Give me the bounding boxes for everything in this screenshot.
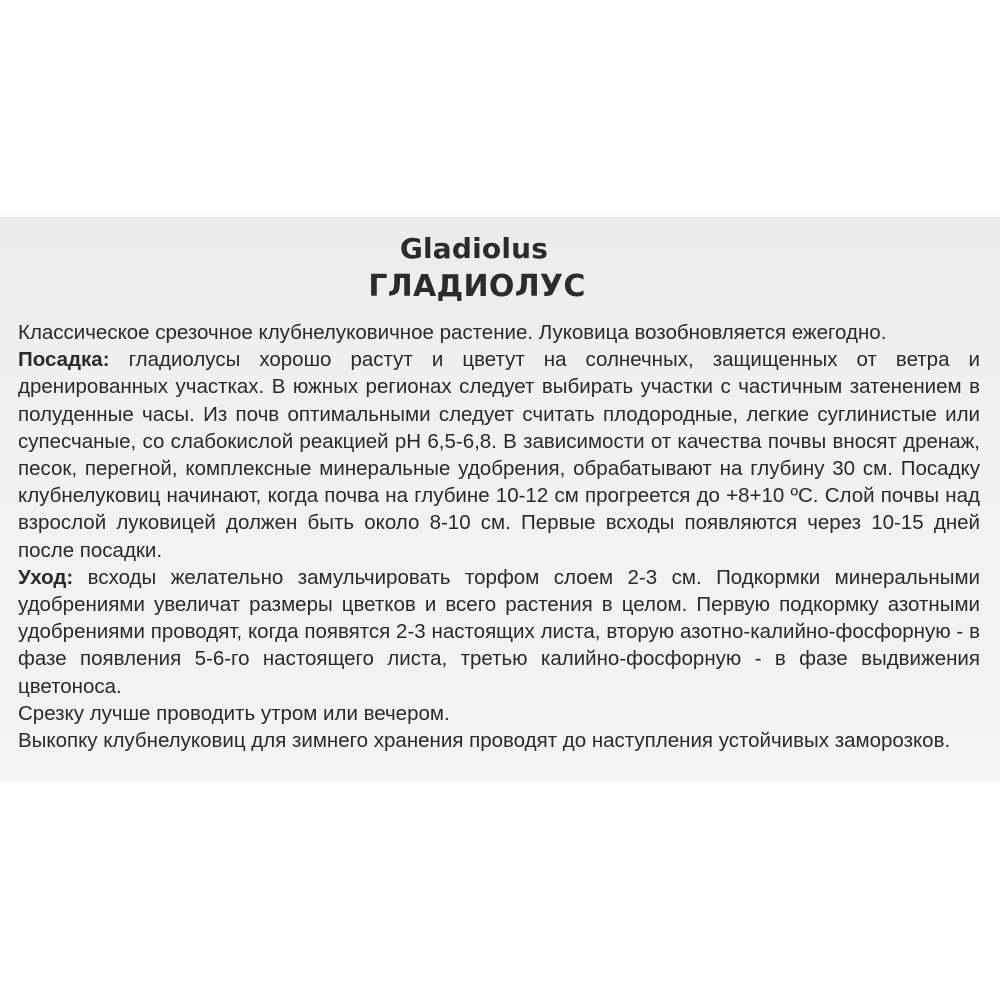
plant-label-card [0, 217, 1000, 781]
intro-paragraph: Классическое срезочное клубнелуковичное растение. Луковица возобновляется ежегодно. [18, 321, 887, 344]
planting-text: гладиолусы хорошо растут и цветут на солнечных, защищенных от ветра и дренированных участках. В южных регионах следует выбирать участки с частичным затенением в полуденные часы. Из почв оптимальными следует считать плодородные, легкие суглинистые или супесчаные, со слабокислой реакцией рН 6,5-6,8. В зависимости от качества почвы вносят дренаж, песок, перегной, комплексные минеральные удобрения, обрабатывают на глубину 30 см. Посадку клубнелуковиц начинают, когда почва на глубине 10-12 см прогреется до +8+10 ºС. Слой почвы над взрослой луковицей должен быть около 8-10 см. Первые всходы появляются через 10-15 дней после посадки. [18, 348, 980, 562]
care-text: всходы желательно замульчировать торфом слоем 2-3 см. Подкормки минеральными удобрениями увеличат размеры цветков и всего растения в целом. Первую подкормку азотными удобрениями проводят, когда появятся 2-3 настоящих листа, вторую азотно-калийно-фосфорную - в фазе появления 5-6-го настоящего листа, третью калийно-фосфорную - в фазе выдвижения цветоноса. [18, 565, 980, 698]
planting-paragraph [18, 346, 980, 564]
title-block [0, 231, 1000, 307]
care-heading: Уход: [18, 565, 74, 589]
title-russian: ГЛАДИОЛУС [368, 269, 586, 304]
description-text [18, 319, 980, 754]
title-latin: Gladiolus [399, 232, 549, 265]
planting-heading: Посадка: [18, 348, 110, 372]
care-paragraph [18, 564, 980, 700]
digging-paragraph: Выкопку клубнелуковиц для зимнего хранения проводят до наступления устойчивых заморозков. [18, 729, 951, 753]
cutting-paragraph: Срезку лучше проводить утром или вечером. [18, 701, 450, 725]
